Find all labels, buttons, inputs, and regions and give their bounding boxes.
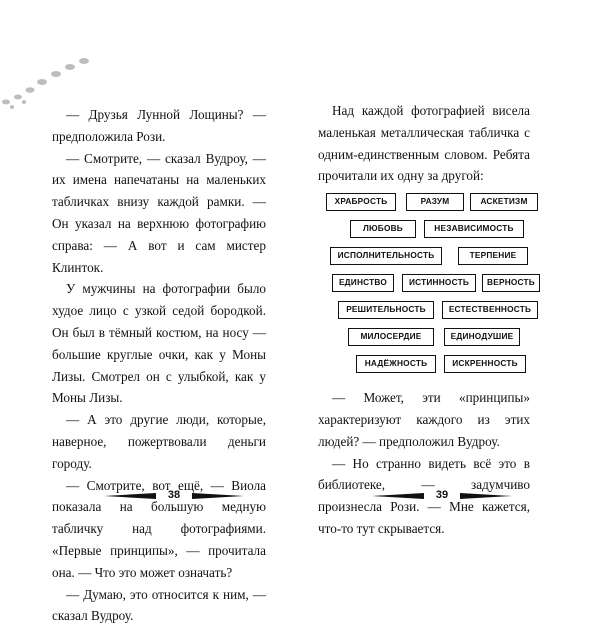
paragraph: — Смотрите, — сказал Вудроу, — их имена напечатаны на маленьких табличках внизу каждой рамки. — Он указал на верхнюю фотографию справа: — А вот и сам мистер Клинток. <box>52 150 266 275</box>
tag: ИСТИННОСТЬ <box>402 274 476 292</box>
tag: ЕДИНСТВО <box>332 274 394 292</box>
right-page-text <box>318 100 535 540</box>
paragraph: У мужчины на фотографии было худое лицо с узкой седой бородкой. Он был в тёмный костюм, на носу — большие круглые очки, как у Моны Лизы. Смотрел он с улыбкой, как у Моны Лизы. <box>52 281 266 406</box>
page-number-left <box>104 489 244 503</box>
paragraph: — А это другие люди, которые, наверное, пожертвовали деньги городу. <box>52 412 266 471</box>
tag: АСКЕТИЗМ <box>470 193 538 211</box>
tag: РАЗУМ <box>406 193 464 211</box>
principles-tags <box>318 187 535 387</box>
tag: ЕДИНОДУШИЕ <box>444 328 520 346</box>
page-number: 38 <box>167 489 181 501</box>
tag: МИЛОСЕРДИЕ <box>348 328 434 346</box>
paragraph: — Но странно видеть всё это в библиотеке, — задумчиво произнесла Рози. — Мне кажется, что-то тут скрывается. <box>318 455 530 536</box>
page-number: 39 <box>435 489 449 501</box>
paragraph: — Друзья Лунной Лощины? — предположила Рози. <box>52 107 266 144</box>
tag: НАДЁЖНОСТЬ <box>356 355 436 373</box>
tag: ЛЮБОВЬ <box>350 220 416 238</box>
paragraph: — Думаю, это относится к ним, — сказал Вудроу. <box>52 586 266 624</box>
tag: ИСПОЛНИТЕЛЬНОСТЬ <box>330 247 442 265</box>
tag: ЕСТЕСТВЕННОСТЬ <box>442 301 538 319</box>
paragraph: — Смотрите, вот ещё, — Виола показала на большую медную табличку над фотографиями. «Первые принципы», — прочитала она. — Что это может означать? <box>52 477 266 580</box>
paragraph: — Может, эти «принципы» характеризуют каждого из этих людей? — предположил Вудроу. <box>318 390 530 449</box>
tag: ИСКРЕННОСТЬ <box>444 355 526 373</box>
tag: ТЕРПЕНИЕ <box>458 247 528 265</box>
left-page-text <box>52 104 266 627</box>
page-number-right <box>372 489 512 503</box>
tag: ВЕРНОСТЬ <box>482 274 540 292</box>
footprints-decoration <box>0 52 100 112</box>
tag: РЕШИТЕЛЬНОСТЬ <box>338 301 434 319</box>
tag: ХРАБРОСТЬ <box>326 193 396 211</box>
paragraph: Над каждой фотографией висела маленькая металлическая табличка с одним-единственным словом. Ребята прочитали их одну за другой: <box>318 103 530 184</box>
tag: НЕЗАВИСИМОСТЬ <box>424 220 524 238</box>
